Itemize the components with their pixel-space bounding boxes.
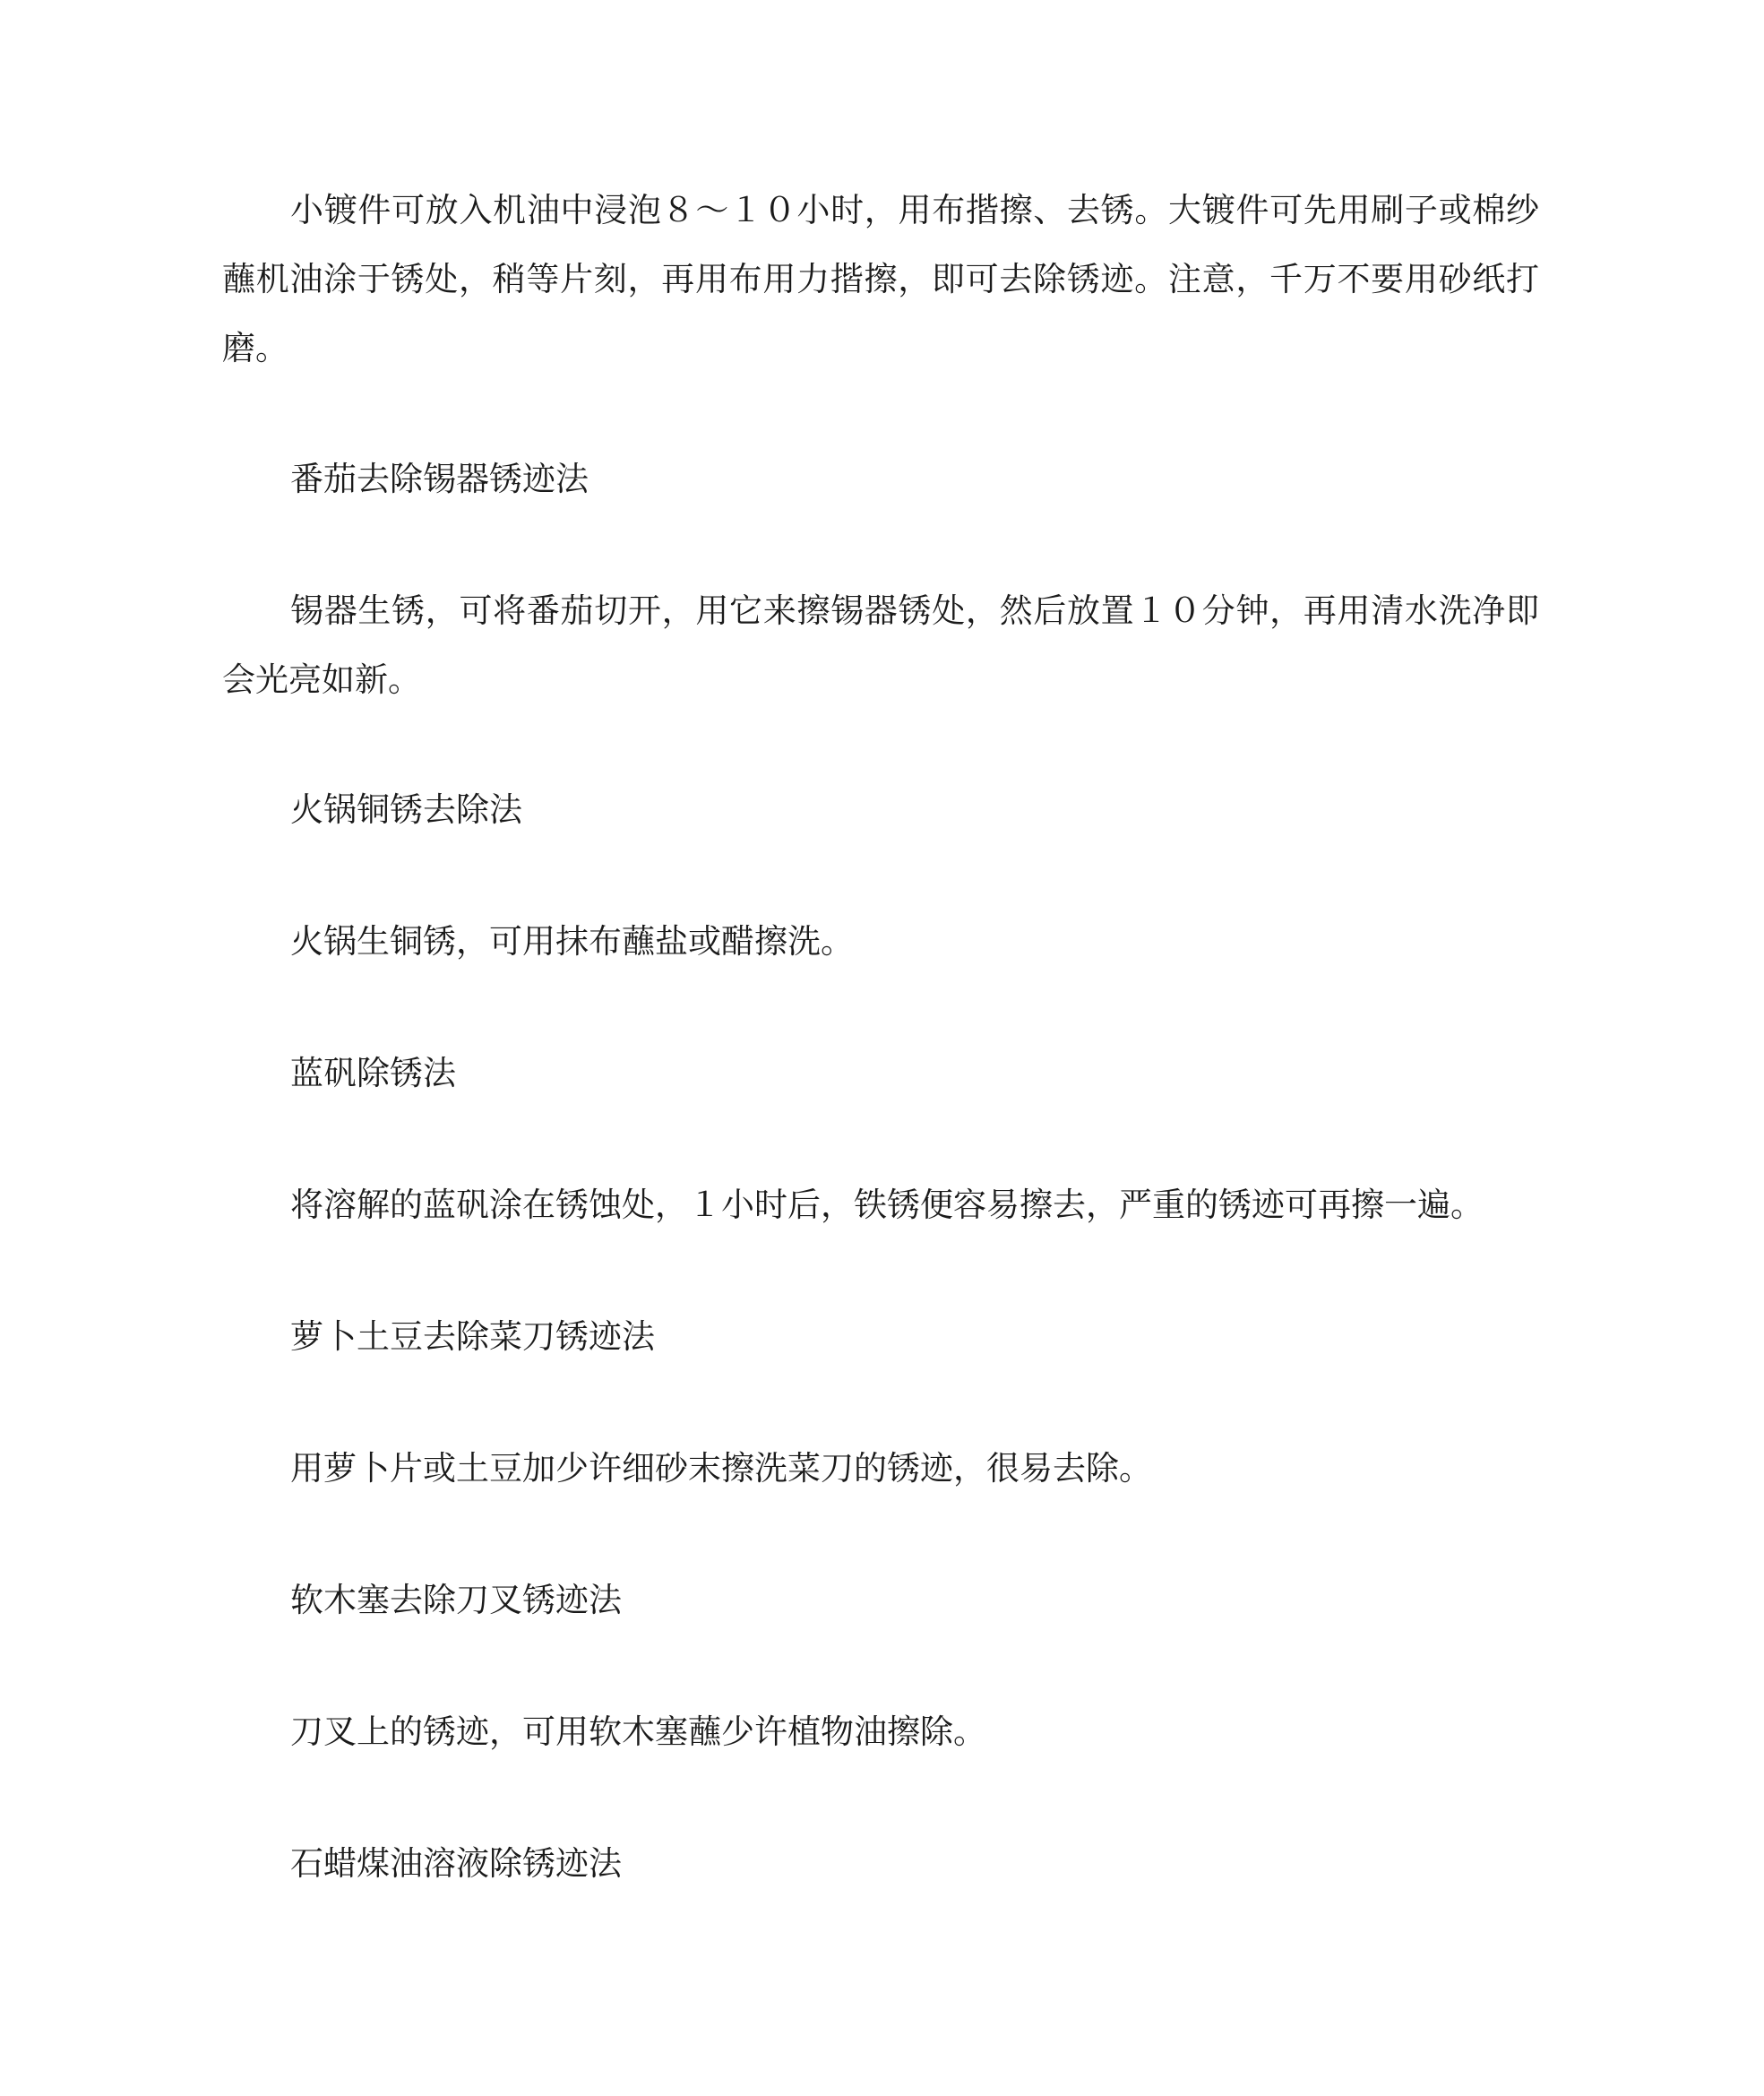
paragraph-tomato-tinware: 锡器生锈，可将番茄切开，用它来擦锡器锈处，然后放置１０分钟，再用清水洗净即会光亮如新。 [222, 591, 1539, 699]
paragraph-cork-cutlery: 刀叉上的锈迹，可用软木塞蘸少许植物油擦除。 [290, 1712, 986, 1751]
heading-hotpot-copper-rust: 火锅铜锈去除法 [290, 790, 522, 829]
paragraph-radish-potato-knife: 用萝卜片或土豆加少许细砂末擦洗菜刀的锈迹，很易去除。 [290, 1449, 1152, 1488]
heading-paraffin-kerosene: 石蜡煤油溶液除锈迹法 [290, 1844, 622, 1883]
paragraph-small-plated-parts: 小镀件可放入机油中浸泡８～１０小时，用布揩擦、去锈。大镀件可先用刷子或棉纱蘸机油涂于锈处，稍等片刻，再用布用力揩擦，即可去除锈迹。注意，千万不要用砂纸打磨。 [222, 191, 1539, 367]
heading-blue-vitriol: 蓝矾除锈法 [290, 1054, 456, 1092]
paragraph-blue-vitriol: 将溶解的蓝矾涂在锈蚀处，１小时后，铁锈便容易擦去，严重的锈迹可再擦一遍。 [290, 1186, 1484, 1224]
heading-cork-cutlery: 软木塞去除刀叉锈迹法 [290, 1581, 622, 1619]
heading-radish-potato-knife: 萝卜土豆去除菜刀锈迹法 [290, 1317, 655, 1356]
heading-tomato-tinware: 番茄去除锡器锈迹法 [290, 460, 589, 498]
paragraph-hotpot-copper-rust: 火锅生铜锈，可用抹布蘸盐或醋擦洗。 [290, 922, 854, 961]
